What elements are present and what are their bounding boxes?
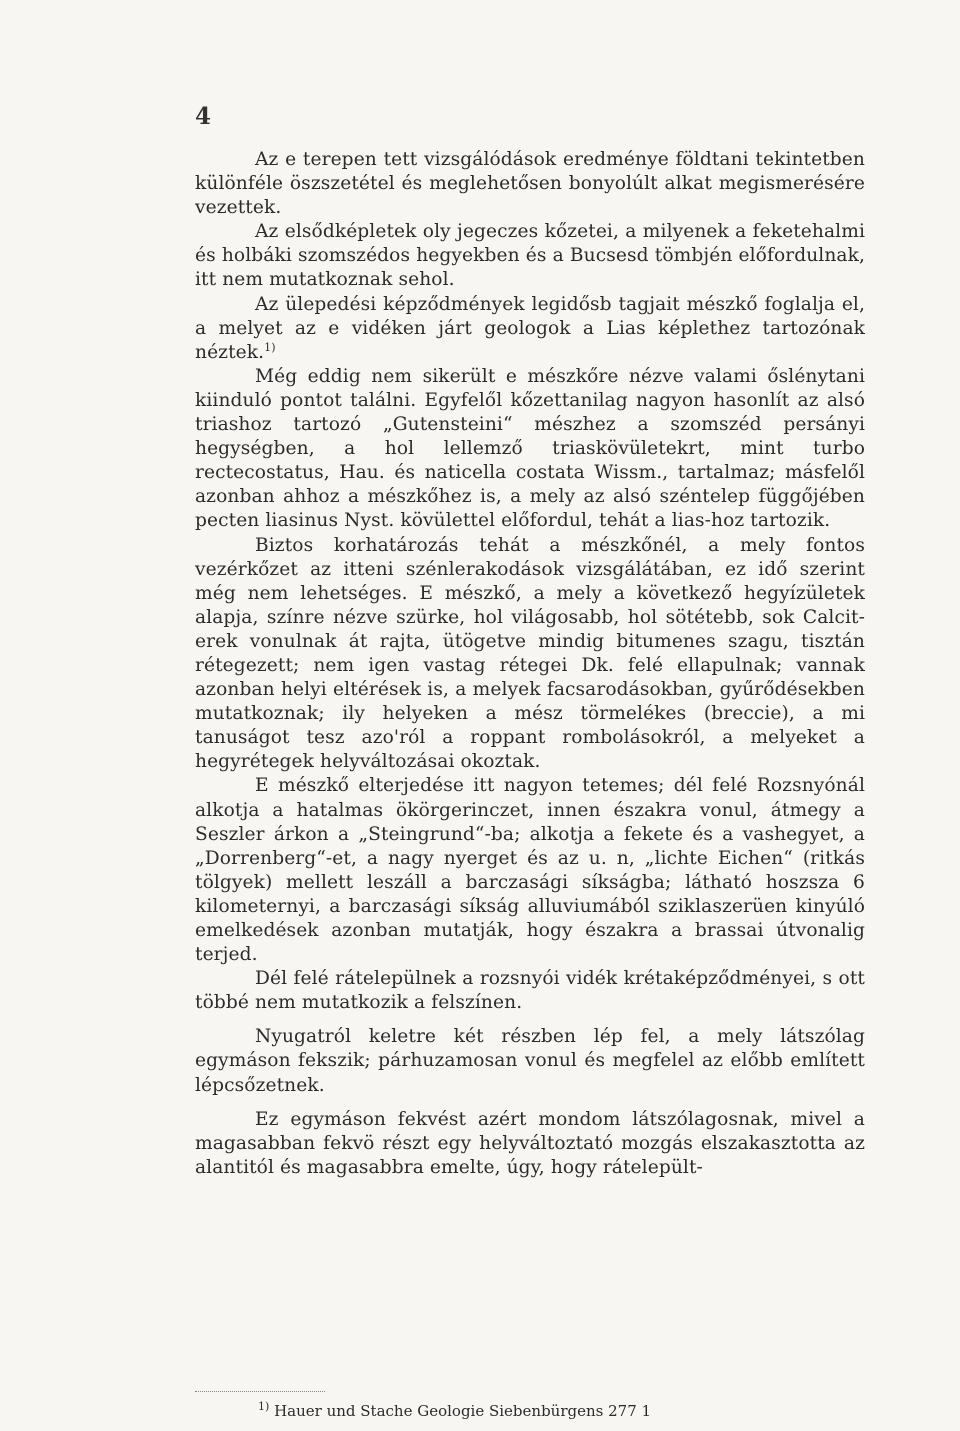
footnote-divider [195, 1391, 325, 1392]
body-text [195, 148, 865, 1180]
paragraph: Biztos korhatározás tehát a mészkőnél, a mely fontos vezérkőzet az itteni szénlerakodások vizsgálátában, ez idő szerint még nem lehetséges. E mészkő, a mely a következő hegyízületek alapja, színre nézve szürke, hol világosabb, hol sötétebb, sok Calcit-erek vonulnak át rajta, ütögetve mindig bitumenes szagu, tisztán rétegezett; nem igen vastag rétegei Dk. felé ellapulnak; vannak azonban helyi eltérések is, a melyek facsarodásokban, gyűrődésekben mutatkoznak; ily helyeken a mész törmelékes (breccie), a mi tanuságot tesz azo'ról a roppant rombolásokról, a melyeket a hegyrétegek helyváltozásai okoztak. [195, 534, 865, 773]
footnote-marker: 1) [258, 1400, 270, 1413]
footnote-text: Hauer und Stache Geologie Siebenbürgens 277 1 [274, 1402, 652, 1420]
paragraph-text: Az ülepedési képződmények legidősb tagjait mészkő foglalja el, a melyet az e vidéken járt geologok a Lias képlethez tartozónak néztek. [195, 293, 865, 363]
page-number: 4 [195, 103, 212, 130]
footnote-reference: 1) [264, 340, 276, 354]
paragraph: Nyugatról keletre két részben lép fel, a mely látszólag egymáson fekszik; párhuzamosan vonul és megfelel az előbb említett lépcsőzetnek. [195, 1026, 865, 1096]
paragraph-with-footnote [195, 293, 865, 365]
footnote [258, 1402, 651, 1420]
paragraph: Az e terepen tett vizsgálódások eredménye földtani tekintetben különféle öszszetétel és meglehetősen bonyolúlt alkat megismerésére vezettek. [195, 149, 865, 219]
paragraph: Az elsődképletek oly jegeczes kőzetei, a milyenek a feketehalmi és holbáki szomszédos hegyekben és a Bucsesd tömbjén előfordulnak, itt nem mutatkoznak sehol. [195, 221, 865, 291]
paragraph: Még eddig nem sikerült e mészkőre nézve valami őslénytani kiinduló pontot találni. Egyfelől kőzettanilag nagyon hasonlít az alsó triashoz tartozó „Gutensteini“ mészhez a szomszéd persányi hegységben, a hol lellemző triaskövületekrt, mint turbo rectecostatus, Hau. és naticella costata Wissm., tartalmaz; másfelől azonban ahhoz a mészkőhez is, a mely az alsó széntelep függőjében pecten liasinus Nyst. kövülettel előfordul, tehát a lias-hoz tartozik. [195, 365, 865, 532]
paragraph: Ez egymáson fekvést azért mondom látszólagosnak, mivel a magasabban fekvö részt egy helyváltoztató mozgás elszakasztotta az alantitól és magasabbra emelte, úgy, hogy rátelepült- [195, 1108, 865, 1178]
paragraph: Dél felé rátelepülnek a rozsnyói vidék krétaképződményei, s ott többé nem mutatkozik a felszínen. [195, 968, 865, 1014]
paragraph: E mészkő elterjedése itt nagyon tetemes; dél felé Rozsnyónál alkotja a hatalmas ökörgerinczet, innen északra vonul, átmegy a Seszler árkon a „Steingrund“-ba; alkotja a fekete és a vashegyet, a „Dorrenberg“-et, a nagy nyerget és az u. n, „lichte Eichen“ (ritkás tölgyek) mellett leszáll a barczasági síkságba; látható hoszsza 6 kilometernyi, a barczasági síkság alluviumából sziklaszerüen kinyúló emelkedések azonban mutatják, hogy északra a brassai útvonalig terjed. [195, 775, 865, 966]
